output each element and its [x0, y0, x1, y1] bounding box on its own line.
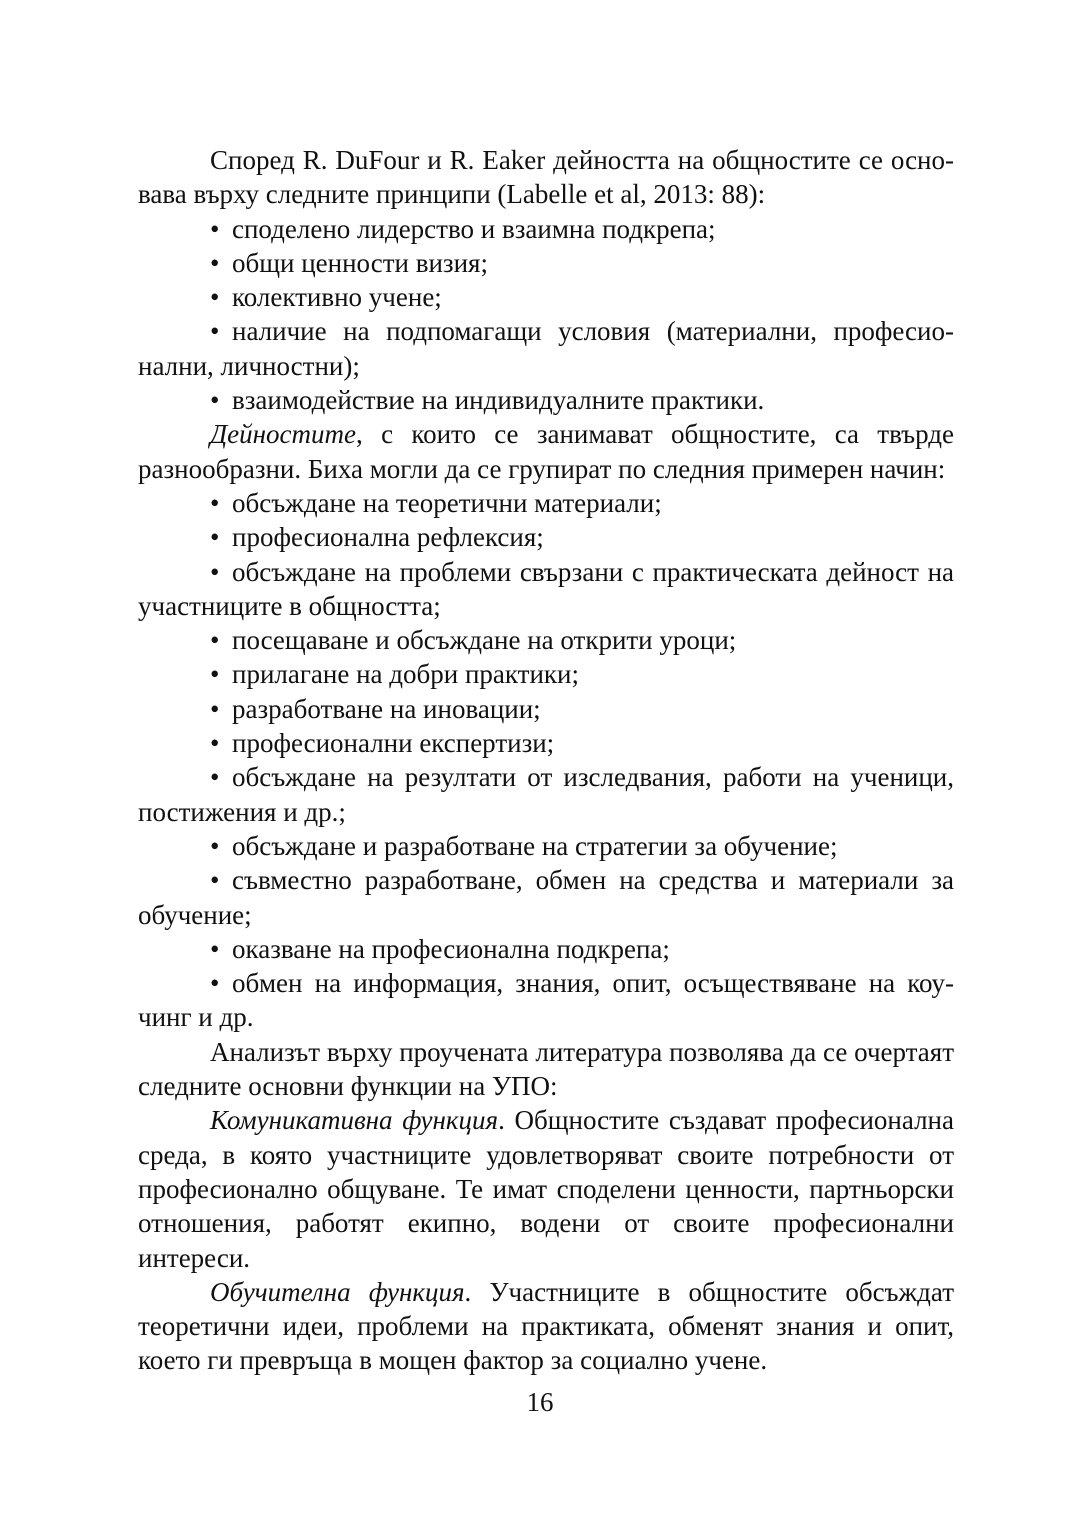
activity-text: професионална рефлексия; [232, 522, 544, 553]
principle-text: колективно учене; [232, 282, 442, 313]
principle-text: общи ценности визия; [232, 247, 488, 278]
function-paragraph-educational [138, 1275, 954, 1378]
bullet-icon: • [210, 556, 220, 587]
activity-text: съвместно разработване, обмен на средства и материали за обучение; [138, 865, 954, 930]
activity-item [138, 657, 954, 691]
activity-item [138, 829, 954, 863]
principle-item [138, 246, 954, 280]
bullet-icon: • [210, 693, 220, 724]
bullet-icon: • [210, 865, 220, 896]
bullet-icon: • [210, 282, 220, 313]
bullet-icon: • [210, 968, 220, 999]
function-term: Обучителна функция [210, 1276, 465, 1307]
activity-text: обсъждане на проблеми свързани с практическата дейност на участниците в общността; [138, 556, 954, 621]
function-text: . Участниците в общностите обсъждат теоретични идеи, проблеми на практиката, обменят знания и опит, което ги превръща в мощен фактор за социално учене. [138, 1276, 954, 1376]
bullet-icon: • [210, 522, 220, 553]
analysis-text: Анализът върху проучената литература позволява да се очертаят следните основни функции на УПО: [138, 1036, 954, 1102]
principle-text: взаимодействие на индивидуалните практики. [232, 385, 765, 416]
activity-item [138, 520, 954, 554]
bullet-icon: • [210, 213, 220, 244]
principle-item [138, 280, 954, 314]
activities-term: Дейностите [210, 419, 357, 450]
bullet-icon: • [210, 385, 220, 416]
intro-text: Според R. DuFour и R. Eaker дейността на общностите се основава върху следните принципи (Labelle et al, 2013: 88): [138, 145, 954, 210]
bullet-icon: • [210, 625, 220, 656]
activity-text: обсъждане на теоретични материали; [232, 487, 662, 518]
activity-item [138, 623, 954, 657]
bullet-icon: • [210, 316, 220, 347]
principle-item [138, 212, 954, 246]
activity-item [138, 932, 954, 966]
activity-text: обсъждане и разработване на стратегии за обучение; [232, 830, 838, 861]
principle-item [138, 383, 954, 417]
intro-paragraph [138, 143, 954, 212]
activity-item [138, 486, 954, 520]
activities-paragraph [138, 417, 954, 486]
function-text: . Общностите създават професионална среда, в която участниците удовлетворяват своите потребности от професионално общуване. Те имат споделени ценности, партньорски отношения, работят екипно, водени от своите професионални интереси. [138, 1105, 954, 1273]
bullet-icon: • [210, 762, 220, 793]
activity-text: посещаване и обсъждане на открити уроци; [232, 625, 737, 656]
analysis-paragraph [138, 1035, 954, 1104]
body-text [138, 143, 954, 1378]
page-number: 16 [526, 1387, 554, 1417]
principle-text: наличие на подпомагащи условия (материални, професионални, личностни); [138, 316, 954, 381]
bullet-icon: • [210, 830, 220, 861]
bullet-icon: • [210, 933, 220, 964]
activity-item [138, 760, 954, 829]
activity-text: разработване на иновации; [232, 693, 541, 724]
principle-text: споделено лидерство и взаимна подкрепа; [232, 213, 716, 244]
principle-item [138, 314, 954, 383]
function-paragraph-communicative [138, 1103, 954, 1274]
activity-item [138, 692, 954, 726]
activity-item [138, 726, 954, 760]
activity-item [138, 863, 954, 932]
bullet-icon: • [210, 728, 220, 759]
activity-text: професионални експертизи; [232, 728, 555, 759]
activity-text: прилагане на добри практики; [232, 659, 579, 690]
activity-text: оказване на професионална подкрепа; [232, 933, 670, 964]
activity-text: обмен на информация, знания, опит, осъществяване на коучинг и др. [138, 968, 954, 1033]
activity-text: обсъждане на резултати от изследвания, работи на ученици, постижения и др.; [138, 762, 954, 827]
bullet-icon: • [210, 659, 220, 690]
function-term: Комуникативна функция [210, 1105, 499, 1136]
bullet-icon: • [210, 247, 220, 278]
activity-item [138, 555, 954, 624]
activity-item [138, 966, 954, 1035]
activities-text: , с които се занимават общностите, са твърде разнообразни. Биха могли да се групират по следния примерен начин: [138, 419, 954, 484]
bullet-icon: • [210, 487, 220, 518]
